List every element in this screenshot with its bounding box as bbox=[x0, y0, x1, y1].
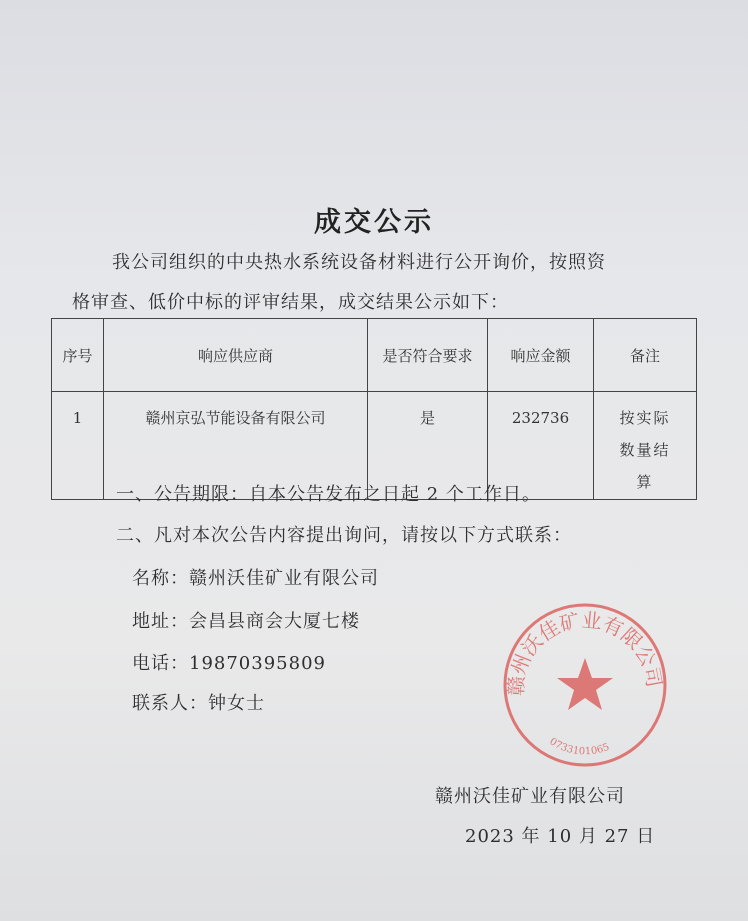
company-seal bbox=[500, 600, 670, 770]
intro-line-1: 我公司组织的中央热水系统设备材料进行公开询价，按照资 bbox=[112, 252, 606, 273]
note-inquiry: 二、凡对本次公告内容提出询问，请按以下方式联系： bbox=[116, 525, 572, 546]
intro-line-2: 格审查、低价中标的评审结果，成交结果公示如下： bbox=[72, 292, 509, 313]
header-compliant: 是否符合要求 bbox=[368, 319, 488, 392]
contact-phone: 电话：19870395809 bbox=[132, 653, 326, 674]
signature-date: 2023 年 10 月 27 日 bbox=[465, 826, 656, 847]
contact-name: 名称：赣州沃佳矿业有限公司 bbox=[132, 568, 379, 589]
signature-company: 赣州沃佳矿业有限公司 bbox=[435, 786, 625, 807]
page-title: 成交公示 bbox=[314, 207, 434, 238]
note-period: 一、公告期限：自本公告发布之日起 2 个工作日。 bbox=[116, 484, 541, 505]
cell-supplier: 赣州京弘节能设备有限公司 bbox=[104, 392, 368, 500]
header-amount: 响应金额 bbox=[488, 319, 594, 392]
cell-compliant: 是 bbox=[368, 392, 488, 500]
header-no: 序号 bbox=[52, 319, 104, 392]
cell-remark: 按实际数量结算 bbox=[594, 392, 697, 500]
result-table bbox=[51, 318, 697, 500]
header-supplier: 响应供应商 bbox=[104, 319, 368, 392]
table-header-row bbox=[52, 319, 697, 392]
svg-text:赣州沃佳矿业有限公司: 赣州沃佳矿业有限公司 bbox=[503, 607, 667, 697]
contact-address: 地址：会昌县商会大厦七楼 bbox=[132, 611, 360, 632]
contact-person: 联系人：钟女士 bbox=[132, 693, 265, 714]
header-remark: 备注 bbox=[594, 319, 697, 392]
svg-text:0733101065: 0733101065 bbox=[547, 736, 612, 758]
cell-no: 1 bbox=[52, 392, 104, 500]
cell-amount: 232736 bbox=[488, 392, 594, 500]
